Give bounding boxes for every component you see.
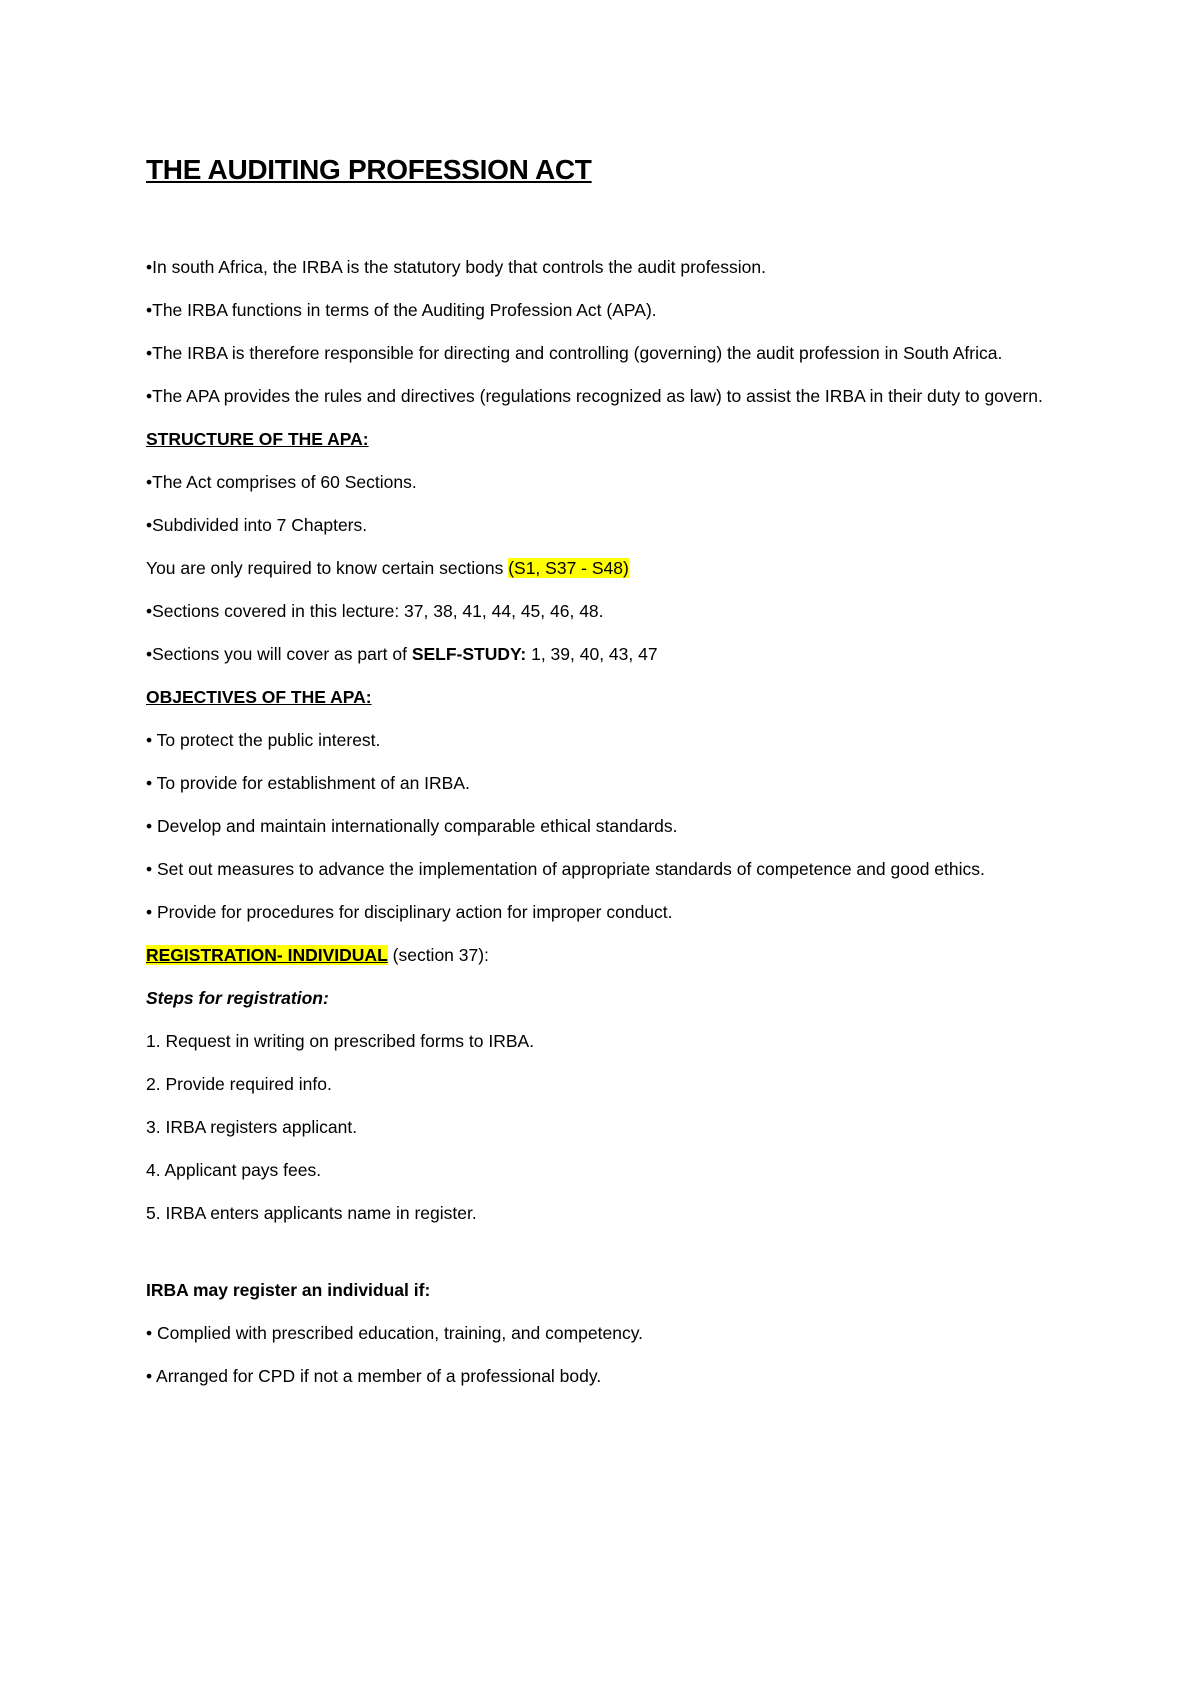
intro-bullet: •The IRBA is therefore responsible for directing and controlling (governing) the audit profession in South Africa. [146,343,1003,363]
required-sections-text: You are only required to know certain sections [146,558,509,578]
covered-sections-line: •Sections covered in this lecture: 37, 38, 41, 44, 45, 46, 48. [146,601,604,621]
condition-bullet: • Complied with prescribed education, training, and competency. [146,1323,644,1343]
objective-bullet: • Provide for procedures for disciplinary action for improper conduct. [146,902,673,922]
self-study-prefix: •Sections you will cover as part of [146,644,412,664]
registration-step: 3. IRBA registers applicant. [146,1117,358,1137]
intro-bullet: •The APA provides the rules and directives (regulations recognized as law) to assist the IRBA in their duty to govern. [146,386,1043,406]
intro-bullet: •The IRBA functions in terms of the Auditing Profession Act (APA). [146,300,657,320]
steps-label: Steps for registration: [146,988,329,1008]
objective-bullet: • To protect the public interest. [146,730,381,750]
registration-step: 1. Request in writing on prescribed forms to IRBA. [146,1031,535,1051]
intro-bullet: •In south Africa, the IRBA is the statutory body that controls the audit profession. [146,257,766,277]
self-study-line [146,639,1066,669]
registration-heading-line [146,940,1066,970]
structure-bullet: •The Act comprises of 60 Sections. [146,472,417,492]
registration-step: 5. IRBA enters applicants name in register. [146,1203,477,1223]
objective-bullet: • Develop and maintain internationally comparable ethical standards. [146,816,678,836]
blank-line [146,1241,1066,1275]
required-sections-highlight: (S1, S37 - S48) [508,558,629,578]
document-body [146,252,1066,1404]
objective-bullet: • To provide for establishment of an IRBA. [146,773,470,793]
self-study-sections: 1, 39, 40, 43, 47 [526,644,658,664]
registration-step: 2. Provide required info. [146,1074,332,1094]
structure-bullet: •Subdivided into 7 Chapters. [146,515,368,535]
condition-bullet: • Arranged for CPD if not a member of a professional body. [146,1366,602,1386]
objectives-heading: OBJECTIVES OF THE APA: [146,687,372,707]
self-study-label: SELF-STUDY: [411,644,527,664]
registration-section-ref: (section 37): [387,945,489,965]
registration-step: 4. Applicant pays fees. [146,1160,322,1180]
objective-bullet: • Set out measures to advance the implementation of appropriate standards of competence and good ethics. [146,859,985,879]
document-title: THE AUDITING PROFESSION ACT [146,154,592,185]
registration-heading: REGISTRATION- INDIVIDUAL [146,945,388,965]
conditions-heading: IRBA may register an individual if: [146,1280,431,1300]
required-sections-line [146,553,1066,583]
structure-heading: STRUCTURE OF THE APA: [146,429,369,449]
